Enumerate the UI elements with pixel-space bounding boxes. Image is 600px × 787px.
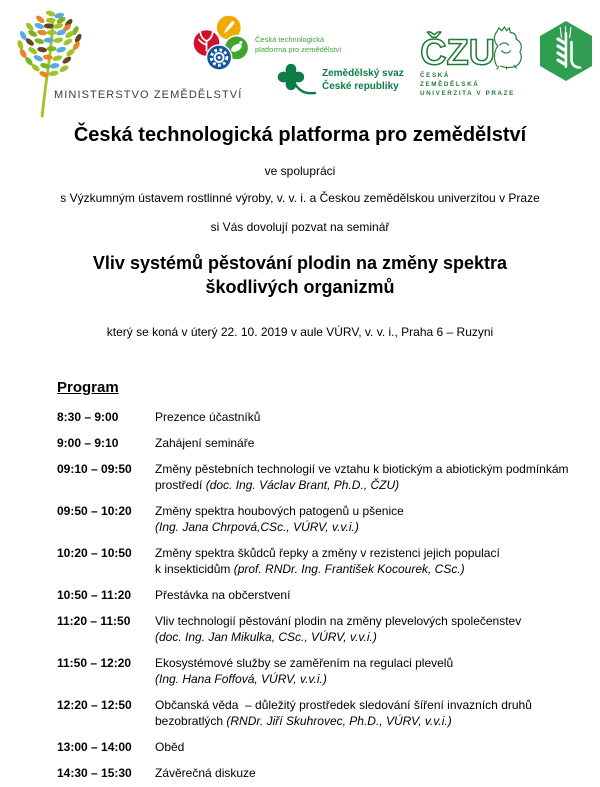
program-desc xyxy=(155,409,582,425)
program-desc xyxy=(155,545,582,577)
program-time: 11:50 – 12:20 xyxy=(57,656,132,670)
program-text: Změny spektra škůdců řepky a změny v rezistenci jejich populací xyxy=(155,546,500,560)
program-speaker: (Ing. Jana Chrpová,CSc., VÚRV, v.v.i.) xyxy=(155,520,359,534)
program-line xyxy=(155,477,582,493)
program-time: 9:00 – 9:10 xyxy=(57,436,119,450)
program-line xyxy=(155,587,582,603)
program-desc xyxy=(155,765,582,781)
program-speaker: (RNDr. Jiří Skuhrovec, Ph.D., VÚRV, v.v.i.) xyxy=(226,714,452,728)
program-row xyxy=(57,409,582,425)
ministry-tree-icon xyxy=(8,6,100,118)
page-title: Česká technologická platforma pro zemědělství xyxy=(73,124,527,146)
program-section xyxy=(57,379,582,787)
vurv-institute-logo xyxy=(539,20,593,82)
platform-label-line1: Česká technologická xyxy=(255,35,325,44)
program-line xyxy=(155,697,582,713)
ministry-label: MINISTERSTVO ZEMĚDĚLSTVÍ xyxy=(54,89,243,101)
program-desc xyxy=(155,461,582,493)
program-desc xyxy=(155,655,582,687)
agrarian-union-line1: Zemědělský svaz xyxy=(322,68,404,79)
czu-university-logo xyxy=(418,24,530,100)
program-text: Závěrečná diskuze xyxy=(155,766,256,780)
czu-label-line2: ZEMĚDĚLSKÁ xyxy=(420,81,480,88)
program-text: Občanská věda – důležitý prostředek sledování šíření invazních druhů xyxy=(155,698,532,712)
svg-text:ČZU: ČZU xyxy=(420,31,496,70)
program-time: 09:10 – 09:50 xyxy=(57,462,132,476)
platform-circles-icon xyxy=(193,14,251,72)
program-row xyxy=(57,613,582,645)
program-row xyxy=(57,587,582,603)
program-line xyxy=(155,435,582,451)
program-time: 12:20 – 12:50 xyxy=(57,698,132,712)
program-text: Ekosystémové služby se zaměřením na regulaci plevelů xyxy=(155,656,454,670)
program-line xyxy=(155,519,582,535)
program-text: k insekticidům xyxy=(155,562,234,576)
seminar-title xyxy=(0,251,600,299)
program-speaker: (doc. Ing. Jan Mikulka, CSc., VÚRV, v.v.i.) xyxy=(155,630,377,644)
czu-lion-icon xyxy=(418,24,526,70)
program-row xyxy=(57,765,582,781)
program-heading: Program xyxy=(57,379,119,396)
program-text: Vliv technologií pěstování plodin na změny plevelových společenstev xyxy=(155,614,522,628)
program-row xyxy=(57,461,582,493)
program-row xyxy=(57,435,582,451)
clover-icon xyxy=(268,56,318,102)
program-line xyxy=(155,545,582,561)
program-line xyxy=(155,561,582,577)
program-line xyxy=(155,713,582,729)
program-desc xyxy=(155,613,582,645)
program-line xyxy=(155,655,582,671)
invitation-line: si Vás dovolují pozvat na seminář xyxy=(210,220,390,234)
platform-label-line2: platforma pro zemědělství xyxy=(255,45,342,54)
program-speaker: (Ing. Hana Foffová, VÚRV, v.v.i.) xyxy=(155,672,327,686)
program-desc xyxy=(155,739,582,755)
program-time: 10:50 – 11:20 xyxy=(57,588,132,602)
program-speaker: (doc. Ing. Václav Brant, Ph.D., ČZU) xyxy=(205,478,400,492)
program-time: 13:00 – 14:00 xyxy=(57,740,132,754)
seminar-title-line1: Vliv systémů pěstování plodin na změny spektra xyxy=(92,253,508,273)
program-row xyxy=(57,697,582,729)
program-line xyxy=(155,409,582,425)
agrarian-union-line2: České republiky xyxy=(322,81,399,92)
program-text: bezobratlých xyxy=(155,714,227,728)
program-line xyxy=(155,613,582,629)
program-time: 09:50 – 10:20 xyxy=(57,504,132,518)
czu-label xyxy=(420,71,515,98)
program-line xyxy=(155,765,582,781)
seminar-title-line2: škodlivých organizmů xyxy=(205,277,395,297)
cooperation-line: ve spolupráci xyxy=(264,164,336,178)
platform-label xyxy=(255,35,341,55)
program-row xyxy=(57,655,582,687)
program-desc xyxy=(155,435,582,451)
czu-label-line3: UNIVERZITA V PRAZE xyxy=(420,90,515,97)
program-text: Změny spektra houbových patogenů u pšenice xyxy=(155,504,404,518)
czu-label-line1: ČESKÁ xyxy=(420,72,451,79)
program-row xyxy=(57,545,582,577)
program-time: 14:30 – 15:30 xyxy=(57,766,132,780)
program-time: 11:20 – 11:50 xyxy=(57,614,131,628)
program-text: Prezence účastníků xyxy=(155,410,261,424)
program-line xyxy=(155,739,582,755)
program-text: Oběd xyxy=(155,740,185,754)
program-time: 10:20 – 10:50 xyxy=(57,546,132,560)
program-text: prostředí xyxy=(155,478,206,492)
partners-line: s Výzkumným ústavem rostlinné výroby, v. v. i. a Českou zemědělskou univerzitou v Praze xyxy=(60,191,540,205)
program-line xyxy=(155,629,582,645)
program-desc xyxy=(155,697,582,729)
program-row xyxy=(57,739,582,755)
program-text: Zahájení semináře xyxy=(155,436,255,450)
program-desc xyxy=(155,503,582,535)
program-list xyxy=(57,409,582,781)
program-text: Změny pěstebních technologií ve vztahu k biotickým a abiotickým podmínkám xyxy=(155,462,569,476)
logo-row xyxy=(0,0,600,120)
program-line xyxy=(155,503,582,519)
program-speaker: (prof. RNDr. Ing. František Kocourek, CSc.) xyxy=(233,562,465,576)
program-time: 8:30 – 9:00 xyxy=(57,410,119,424)
program-desc xyxy=(155,587,582,603)
program-row xyxy=(57,503,582,535)
date-location-line: který se koná v úterý 22. 10. 2019 v aule VÚRV, v. v. i., Praha 6 – Ruzyni xyxy=(106,325,494,339)
program-text: Přestávka na občerstvení xyxy=(155,588,291,602)
program-line xyxy=(155,461,582,477)
wheat-hexagon-icon xyxy=(539,20,593,82)
program-line xyxy=(155,671,582,687)
agrarian-union-label xyxy=(322,67,404,93)
